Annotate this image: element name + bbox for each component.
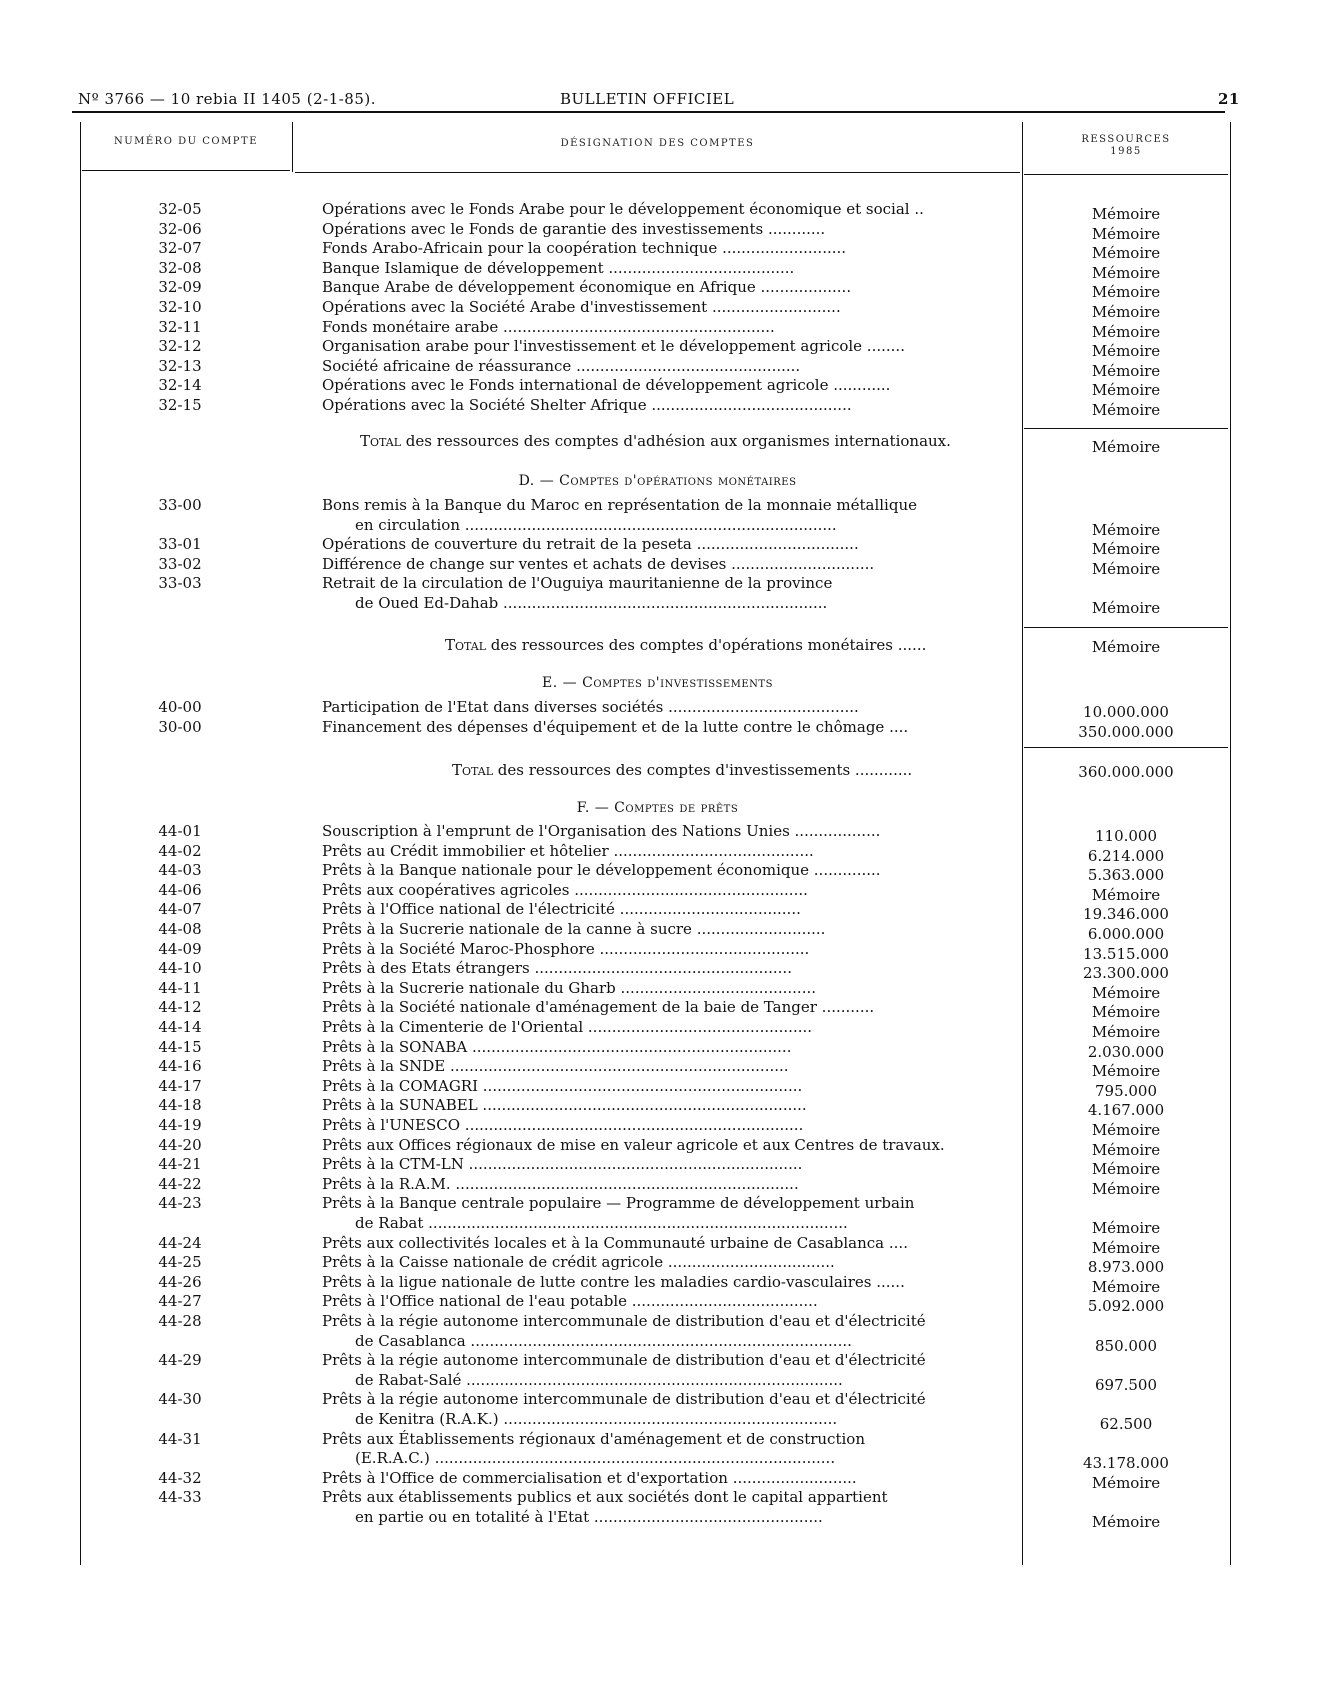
account-resources: Mémoire [1091,1277,1161,1296]
account-number: 44-10 [158,959,202,978]
account-resources: 5.092.000 [1087,1297,1165,1316]
header-title: BULLETIN OFFICIEL [560,90,735,108]
account-number: 44-01 [158,822,202,840]
account-designation: Participation de l'Etat dans diverses sociétés ........................................ [322,698,859,716]
account-designation: Fonds Arabo-Africain pour la coopération technique .......................... [322,239,847,258]
account-designation: Prêts à la Banque centrale populaire — Programme de développement urbain [322,1194,915,1213]
account-resources: 795.000 [1094,1081,1158,1100]
account-resources: 8.973.000 [1087,1258,1165,1277]
account-resources: 2.030.000 [1087,1042,1165,1061]
account-resources: Mémoire [1091,1160,1161,1179]
account-number: 33-00 [158,496,202,514]
account-number: 33-01 [158,535,202,554]
account-number: 44-16 [158,1057,202,1076]
account-designation: Prêts à la CTM-LN ...................................................................... [322,1155,803,1174]
account-resources: Mémoire [1091,1140,1161,1159]
account-resources: Mémoire [1091,1023,1161,1041]
account-number: 44-06 [158,880,202,899]
account-number: 44-18 [158,1096,202,1115]
account-designation: Retrait de la circulation de l'Ouguiya mauritanienne de la province [322,574,833,593]
account-number: 44-19 [158,1116,202,1134]
account-number: 44-11 [158,978,202,997]
header-issue: Nº 3766 — 10 rebia II 1405 (2-1-85). [78,90,377,108]
account-designation: Société africaine de réassurance ............................................... [322,356,801,375]
account-designation: Prêts à la Cimenterie de l'Oriental ............................................... [322,1018,813,1036]
account-designation-continued: de Rabat ........................................................................................ [355,1213,848,1232]
account-number: 44-21 [158,1155,202,1174]
account-resources: 110.000 [1094,827,1158,845]
account-designation: Opérations avec le Fonds Arabe pour le développement économique et social .. [322,200,924,218]
account-designation: Financement des dépenses d'équipement et de la lutte contre le chômage .... [322,717,909,736]
account-designation: Prêts à la régie autonome intercommunale de distribution d'eau et d'électricité [322,1390,926,1409]
account-number: 32-07 [158,239,202,258]
account-designation: Banque Islamique de développement ....................................... [322,258,795,277]
account-resources: Mémoire [1091,303,1161,321]
account-number: 44-20 [158,1135,202,1154]
account-resources: 13.515.000 [1083,944,1169,963]
account-designation: Opérations avec le Fonds de garantie des investissements ............ [322,219,826,238]
page-number: 21 [1218,90,1240,108]
account-designation: Souscription à l'emprunt de l'Organisation des Nations Unies .................. [322,822,881,840]
account-designation: Prêts à l'Office national de l'électricité ...................................... [322,900,801,919]
account-designation: Prêts au Crédit immobilier et hôtelier .......................................... [322,841,814,860]
total-e: Total des ressources des comptes d'investissements ............ [452,761,913,779]
account-number: 32-09 [158,278,202,297]
account-designation: Prêts à la Société nationale d'aménagement de la baie de Tanger ........... [322,998,875,1017]
column-header-resources-label: RESSOURCES [1081,134,1171,145]
account-number: 32-13 [158,356,202,375]
account-number: 40-00 [158,698,202,716]
account-designation: Organisation arabe pour l'investissement et le développement agricole ........ [322,337,905,356]
account-resources: 43.178.000 [1083,1454,1169,1473]
account-designation: Prêts aux collectivités locales et à la Communauté urbaine de Casablanca .... [322,1233,908,1252]
account-number: 44-26 [158,1272,202,1291]
account-resources: Mémoire [1091,1512,1161,1531]
account-number: 44-09 [158,939,202,958]
account-designation-continued: de Rabat-Salé ............................................................................... [355,1370,843,1389]
account-designation: Prêts à la SNDE ....................................................................... [322,1057,789,1076]
account-designation: Prêts à la Sucrerie nationale du Gharb ......................................... [322,978,817,997]
account-resources: Mémoire [1091,520,1161,539]
account-designation: Fonds monétaire arabe ......................................................... [322,317,775,336]
account-designation: Prêts aux Offices régionaux de mise en valeur agricole et aux Centres de travaux. [322,1135,945,1154]
account-resources: Mémoire [1091,224,1161,243]
account-number: 32-11 [158,317,202,336]
account-number: 44-15 [158,1037,202,1056]
account-designation: Opérations avec la Société Shelter Afrique .......................................... [322,396,852,414]
account-designation-continued: de Casablanca ................................................................................ [355,1331,852,1350]
account-resources: 6.214.000 [1087,846,1165,865]
account-resources: Mémoire [1091,322,1161,341]
account-number: 44-12 [158,998,202,1017]
account-designation: Prêts à la Banque nationale pour le développement économique .............. [322,861,881,880]
account-designation: Prêts à la Caisse nationale de crédit agricole ................................... [322,1253,835,1272]
section-d-title: D. — Comptes d'opérations monétaires [518,473,797,489]
total-c-value: Mémoire [1091,438,1161,456]
account-designation-continued: en partie ou en totalité à l'Etat ................................................ [355,1507,823,1526]
account-designation: Prêts à la ligue nationale de lutte contre les maladies cardio-vasculaires ...... [322,1272,905,1291]
account-resources: Mémoire [1091,540,1161,559]
account-designation: Opérations avec la Société Arabe d'investissement ........................... [322,298,841,316]
account-number: 44-08 [158,920,202,938]
section-e-title: E. — Comptes d'investissements [542,675,773,691]
account-designation: Opérations avec le Fonds international de développement agricole ............ [322,376,891,395]
account-resources: Mémoire [1091,1003,1161,1022]
account-resources: 4.167.000 [1087,1101,1165,1120]
column-header-resources-year: 1985 [1110,146,1142,157]
account-resources: Mémoire [1091,263,1161,282]
account-designation: Opérations de couverture du retrait de la peseta .................................. [322,535,859,554]
account-resources: 62.500 [1099,1414,1153,1433]
account-number: 44-25 [158,1253,202,1272]
account-resources: 6.000.000 [1087,925,1165,943]
account-resources: Mémoire [1091,983,1161,1002]
account-number: 44-27 [158,1292,202,1311]
account-resources: Mémoire [1091,401,1161,419]
account-resources: 850.000 [1094,1336,1158,1355]
account-designation: Prêts à l'Office national de l'eau potable ....................................... [322,1292,818,1311]
account-designation-continued: de Oued Ed-Dahab .................................................................... [355,593,828,612]
account-resources: Mémoire [1091,205,1161,223]
account-resources: Mémoire [1091,244,1161,263]
account-number: 32-14 [158,376,202,395]
account-designation: Prêts à la régie autonome intercommunale de distribution d'eau et d'électricité [322,1312,926,1330]
account-number: 32-15 [158,396,202,414]
account-number: 44-30 [158,1390,202,1409]
account-designation: Prêts à des Etats étrangers ...................................................... [322,959,792,978]
total-e-value: 360.000.000 [1078,763,1174,781]
account-designation: Prêts à la R.A.M. ........................................................................ [322,1174,799,1193]
account-number: 44-07 [158,900,202,919]
account-number: 44-22 [158,1174,202,1193]
account-resources: Mémoire [1091,1473,1161,1492]
total-d: Total des ressources des comptes d'opérations monétaires ...... [445,636,927,654]
account-resources: Mémoire [1091,283,1161,302]
account-designation: Prêts à la Sucrerie nationale de la canne à sucre ........................... [322,920,826,938]
column-header-designation: DÉSIGNATION DES COMPTES [560,138,755,149]
account-designation: Prêts aux établissements publics et aux sociétés dont le capital appartient [322,1488,888,1507]
account-number: 44-32 [158,1468,202,1487]
account-resources: Mémoire [1091,1238,1161,1257]
account-resources: 697.500 [1094,1375,1158,1394]
account-number: 44-28 [158,1312,202,1330]
section-f-title: F. — Comptes de prêts [576,800,739,816]
account-resources: Mémoire [1091,381,1161,400]
account-resources: Mémoire [1091,885,1161,904]
account-resources: Mémoire [1091,342,1161,361]
account-number: 44-23 [158,1194,202,1213]
account-resources: Mémoire [1091,559,1161,578]
account-designation-continued: (E.R.A.C.) .................................................................................... [355,1449,836,1468]
account-number: 44-31 [158,1429,202,1448]
account-resources: Mémoire [1091,1121,1161,1139]
account-number: 44-17 [158,1076,202,1095]
account-resources: Mémoire [1091,1179,1161,1198]
account-number: 32-05 [158,200,202,218]
account-number: 32-08 [158,258,202,277]
account-designation: Prêts à la Société Maroc-Phosphore ............................................ [322,939,810,958]
column-header-number: NUMÉRO DU COMPTE [113,136,259,147]
account-resources: 23.300.000 [1083,964,1169,983]
total-d-value: Mémoire [1091,638,1161,656]
account-designation: Prêts à l'UNESCO ....................................................................... [322,1116,804,1134]
account-designation: Prêts à l'Office de commercialisation et d'exportation .......................... [322,1468,857,1487]
account-designation: Prêts à la COMAGRI ................................................................... [322,1076,803,1095]
account-number: 44-03 [158,861,202,880]
account-number: 32-06 [158,219,202,238]
account-number: 33-02 [158,554,202,573]
account-resources: Mémoire [1091,361,1161,380]
account-resources: 10.000.000 [1083,703,1169,721]
account-designation: Prêts à la SONABA ................................................................... [322,1037,792,1056]
total-c: Total des ressources des comptes d'adhésion aux organismes internationaux. [360,432,951,450]
account-resources: Mémoire [1091,1218,1161,1237]
account-resources: 5.363.000 [1087,866,1165,885]
account-number: 44-29 [158,1351,202,1370]
account-designation: Différence de change sur ventes et achats de devises .............................. [322,554,875,573]
account-designation-continued: de Kenitra (R.A.K.) ...................................................................... [355,1409,838,1428]
account-number: 32-10 [158,298,202,316]
account-resources: Mémoire [1091,598,1161,617]
account-designation: Prêts aux coopératives agricoles ................................................. [322,880,808,899]
account-number: 44-02 [158,841,202,860]
account-number: 44-33 [158,1488,202,1507]
account-designation: Banque Arabe de développement économique en Afrique ................... [322,278,852,297]
account-number: 30-00 [158,717,202,736]
account-number: 33-03 [158,574,202,593]
account-number: 32-12 [158,337,202,356]
account-designation-continued: en circulation .............................................................................. [355,515,837,534]
account-designation: Prêts aux Établissements régionaux d'aménagement et de construction [322,1429,865,1448]
account-designation: Prêts à la régie autonome intercommunale de distribution d'eau et d'électricité [322,1351,926,1370]
account-designation: Bons remis à la Banque du Maroc en représentation de la monnaie métallique [322,496,917,514]
account-number: 44-14 [158,1018,202,1036]
account-number: 44-24 [158,1233,202,1252]
account-resources: Mémoire [1091,1062,1161,1081]
account-resources: 19.346.000 [1083,905,1169,924]
account-designation: Prêts à la SUNABEL .................................................................... [322,1096,807,1115]
account-resources: 350.000.000 [1078,722,1174,741]
